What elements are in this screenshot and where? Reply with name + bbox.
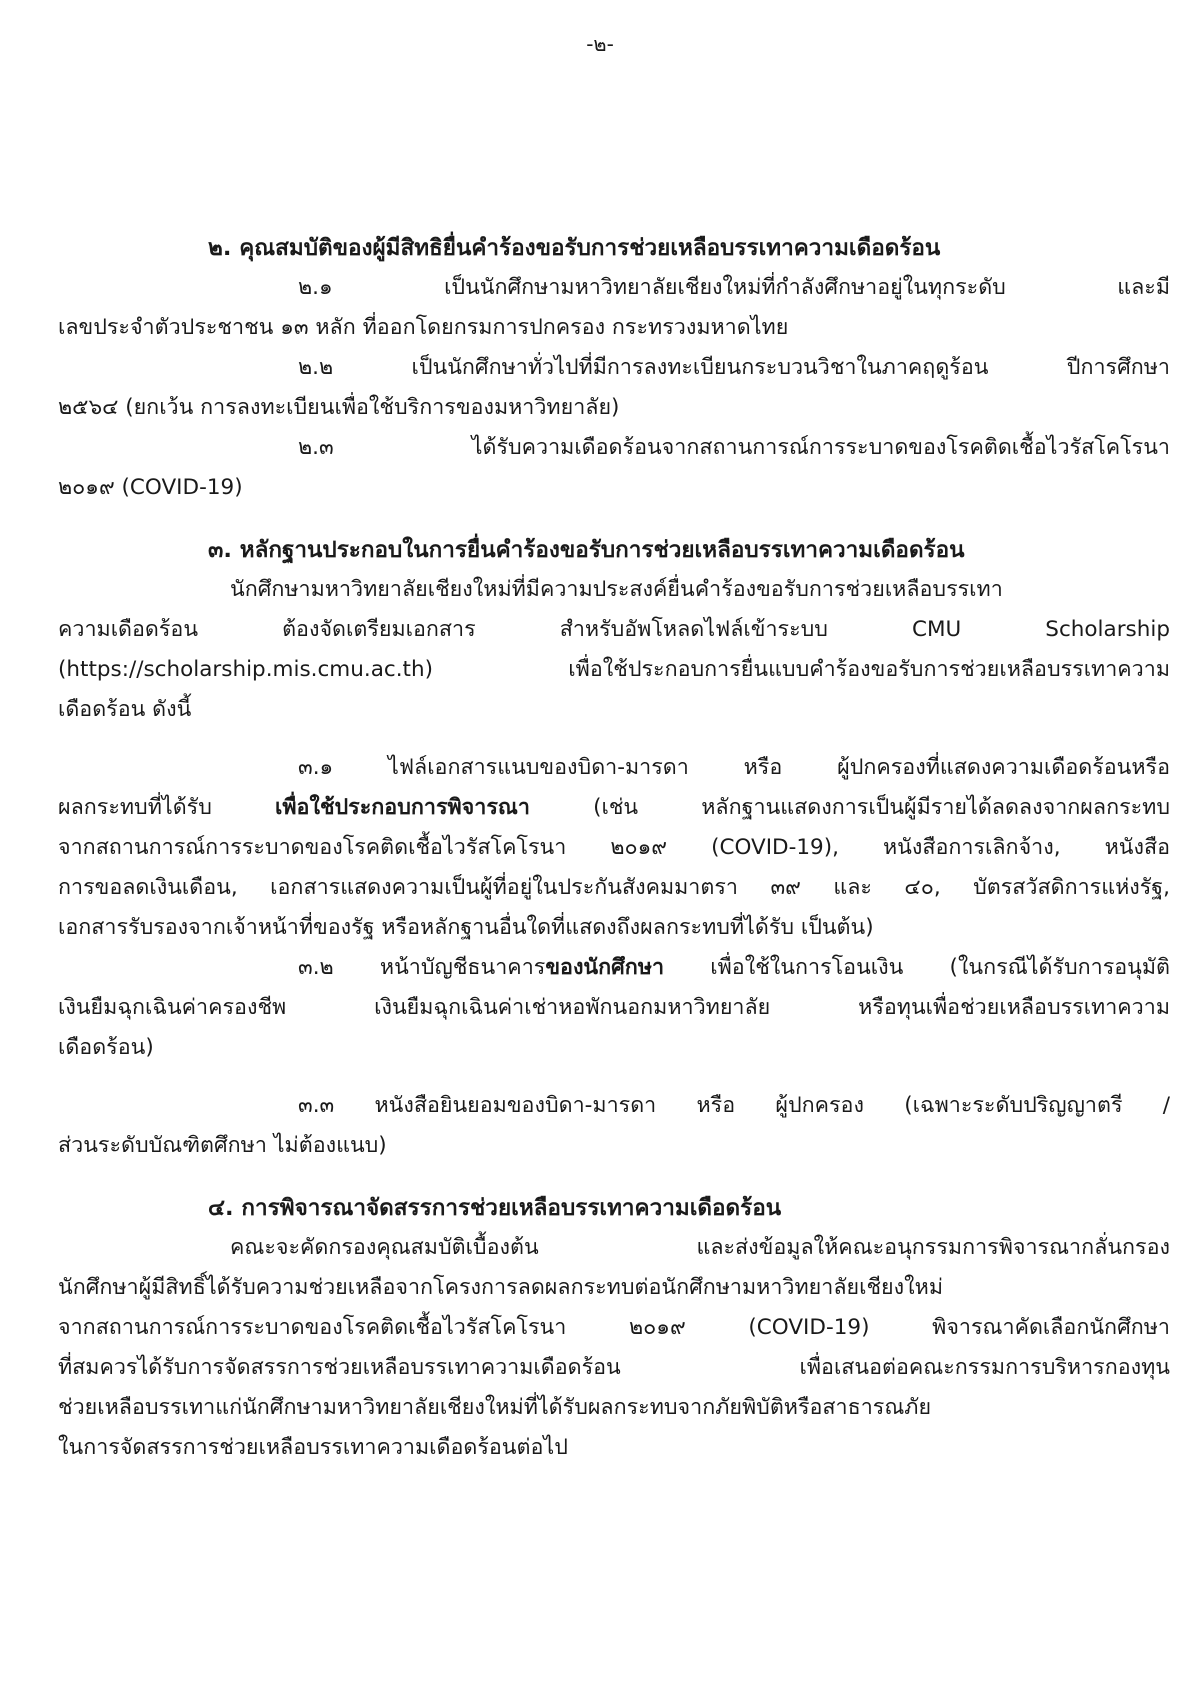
section-3-item-1-line-5: เอกสารรับรองจากเจ้าหน้าที่ของรัฐ หรือหลักฐานอื่นใดที่แสดงถึงผลกระทบที่ได้รับ เป็นต้น) [58, 915, 874, 940]
section-2-item-1-line-1: ๒.๑ เป็นนักศึกษามหาวิทยาลัยเชียงใหม่ที่กำลังศึกษาอยู่ในทุกระดับ และมี [298, 275, 1170, 300]
section-3-item-3-line-2: ส่วนระดับบัณฑิตศึกษา ไม่ต้องแนบ) [58, 1133, 387, 1158]
section-3-intro-line-2: ความเดือดร้อน ต้องจัดเตรียมเอกสาร สำหรับอัพโหลดไฟล์เข้าระบบ CMU Scholarship [58, 617, 1170, 642]
section-2-item-2-line-2: ๒๕๖๔ (ยกเว้น การลงทะเบียนเพื่อใช้บริการของมหาวิทยาลัย) [58, 395, 620, 420]
section-3-item-2-text-b: เพื่อใช้ในการโอนเงิน (ในกรณีได้รับการอนุมัติ [664, 955, 1170, 980]
section-3-item-1-line-2 [58, 788, 1170, 828]
section-3-item-1-line-1: ๓.๑ ไฟล์เอกสารแนบของบิดา-มารดา หรือ ผู้ปกครองที่แสดงความเดือดร้อนหรือ [298, 755, 1170, 780]
section-3-intro-line-1: นักศึกษามหาวิทยาลัยเชียงใหม่ที่มีความประสงค์ยื่นคำร้องขอรับการช่วยเหลือบรรเทา [230, 577, 1003, 602]
section-4-line-4: ที่สมควรได้รับการจัดสรรการช่วยเหลือบรรเทาความเดือดร้อน เพื่อเสนอต่อคณะกรรมการบริหารกองทุน [58, 1355, 1170, 1380]
section-4-line-2: นักศึกษาผู้มีสิทธิ์ได้รับความช่วยเหลือจากโครงการลดผลกระทบต่อนักศึกษามหาวิทยาลัยเชียงใหม่ [58, 1275, 943, 1300]
section-4-line-3: จากสถานการณ์การระบาดของโรคติดเชื้อไวรัสโคโรนา ๒๐๑๙ (COVID-19) พิจารณาคัดเลือกนักศึกษา [58, 1315, 1170, 1340]
section-4-line-1: คณะจะคัดกรองคุณสมบัติเบื้องต้น และส่งข้อมูลให้คณะอนุกรรมการพิจารณากลั่นกรอง [230, 1235, 1170, 1260]
section-3-item-1-text-a: ผลกระทบที่ได้รับ [58, 795, 276, 820]
section-4-line-6: ในการจัดสรรการช่วยเหลือบรรเทาความเดือดร้อนต่อไป [58, 1435, 568, 1460]
section-2-item-3-line-1: ๒.๓ ได้รับความเดือดร้อนจากสถานการณ์การระบาดของโรคติดเชื้อไวรัสโคโรนา [298, 435, 1170, 460]
section-4-heading: ๔. การพิจารณาจัดสรรการช่วยเหลือบรรเทาความเดือดร้อน [208, 1195, 782, 1221]
section-3-item-2-line-1 [58, 948, 1170, 988]
section-3-item-1-emphasis: เพื่อใช้ประกอบการพิจารณา [275, 795, 530, 820]
section-3-item-2-text-a: ๓.๒ หน้าบัญชีธนาคาร [298, 955, 546, 980]
section-2-item-3-line-2: ๒๐๑๙ (COVID-19) [58, 475, 243, 500]
section-3-heading: ๓. หลักฐานประกอบในการยื่นคำร้องขอรับการช่วยเหลือบรรเทาความเดือดร้อน [208, 537, 965, 563]
section-2-item-2-line-1: ๒.๒ เป็นนักศึกษาทั่วไปที่มีการลงทะเบียนกระบวนวิชาในภาคฤดูร้อน ปีการศึกษา [298, 355, 1170, 380]
section-3-item-2-line-2: เงินยืมฉุกเฉินค่าครองชีพ เงินยืมฉุกเฉินค่าเช่าหอพักนอกมหาวิทยาลัย หรือทุนเพื่อช่วยเหลือบรรเทาความ [58, 995, 1170, 1020]
section-3-item-2-emphasis: ของนักศึกษา [545, 955, 665, 980]
page-number: -๒- [586, 32, 614, 56]
section-2-item-1-line-2: เลขประจำตัวประชาชน ๑๓ หลัก ที่ออกโดยกรมการปกครอง กระทรวงมหาดไทย [58, 315, 789, 340]
section-3-item-2-line-3: เดือดร้อน) [58, 1035, 154, 1060]
document-body [58, 228, 1170, 1468]
section-3-item-1-line-4: การขอลดเงินเดือน, เอกสารแสดงความเป็นผู้ที่อยู่ในประกันสังคมมาตรา ๓๙ และ ๔๐, บัตรสวัสดิการแห่งรัฐ, [58, 875, 1170, 900]
section-3-intro-line-3: (https://scholarship.mis.cmu.ac.th) เพื่อใช้ประกอบการยื่นแบบคำร้องขอรับการช่วยเหลือบรรเทาความ [58, 657, 1170, 682]
section-3-item-1-line-3: จากสถานการณ์การระบาดของโรคติดเชื้อไวรัสโคโรนา ๒๐๑๙ (COVID-19), หนังสือการเลิกจ้าง, หนังสือ [58, 835, 1170, 860]
section-3-item-1-text-b: (เช่น หลักฐานแสดงการเป็นผู้มีรายได้ลดลงจากผลกระทบ [529, 795, 1171, 820]
section-3-item-3-line-1: ๓.๓ หนังสือยินยอมของบิดา-มารดา หรือ ผู้ปกครอง (เฉพาะระดับปริญญาตรี / [298, 1093, 1170, 1118]
section-4-line-5: ช่วยเหลือบรรเทาแก่นักศึกษามหาวิทยาลัยเชียงใหม่ที่ได้รับผลกระทบจากภัยพิบัติหรือสาธารณภัย [58, 1395, 932, 1420]
section-2-heading: ๒. คุณสมบัติของผู้มีสิทธิยื่นคำร้องขอรับการช่วยเหลือบรรเทาความเดือดร้อน [208, 235, 941, 261]
section-3-intro-line-4: เดือดร้อน ดังนี้ [58, 697, 192, 722]
